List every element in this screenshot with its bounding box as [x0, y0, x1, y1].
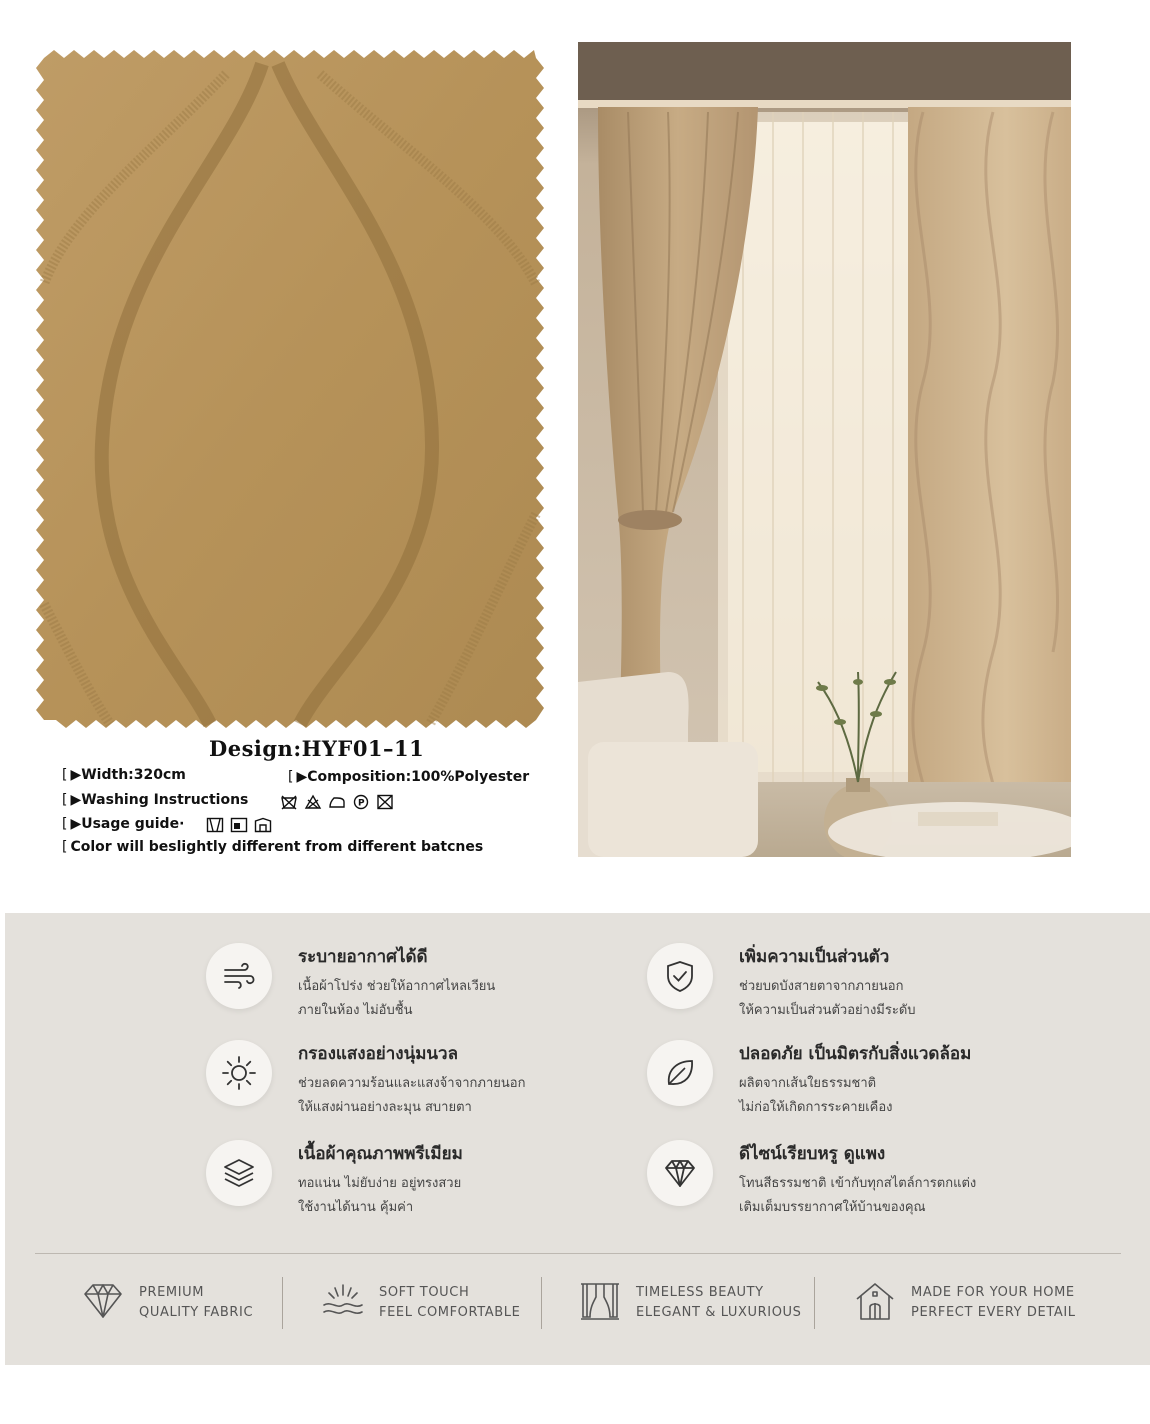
feature-desc-2: ให้แสงผ่านอย่างละมุน สบายตา	[298, 1100, 472, 1115]
usage-text: ▶Usage guide·	[70, 816, 185, 832]
feature-icon-circle	[206, 1040, 272, 1106]
layers-icon	[220, 1154, 258, 1192]
note-line	[62, 839, 483, 855]
badge-line-1: TIMELESS BEAUTY	[636, 1285, 764, 1300]
feature-icon-circle	[206, 1140, 272, 1206]
feature-desc-1: ผลิตจากเส้นใยธรรมชาติ	[739, 1076, 877, 1091]
feature-desc-1: โทนสีธรรมชาติ เข้ากับทุกสไตล์การตกแต่ง	[739, 1176, 977, 1191]
badge-separator	[814, 1277, 815, 1329]
composition-line	[288, 769, 529, 785]
feature-desc-1: ทอแน่น ไม่ยับง่าย อยู่ทรงสวย	[298, 1176, 462, 1191]
no-bleach-icon	[304, 794, 322, 810]
bracket: [	[62, 816, 68, 832]
bracket: [	[62, 767, 68, 783]
dry-clean-p-icon	[352, 794, 370, 810]
features-panel	[5, 913, 1150, 1365]
window-usage-icon	[230, 817, 248, 833]
diamond-icon	[661, 1154, 699, 1192]
badge-line-1: MADE FOR YOUR HOME	[911, 1285, 1075, 1300]
feature-title: เพิ่มความเป็นส่วนตัว	[739, 947, 890, 967]
usage-line	[62, 816, 184, 832]
feature-icon-circle	[206, 943, 272, 1009]
sun-icon	[220, 1054, 258, 1092]
no-wash-icon	[280, 794, 298, 810]
iron-icon	[328, 794, 346, 810]
svg-text:P: P	[358, 798, 365, 809]
feature-desc-2: ให้ความเป็นส่วนตัวอย่างมีระดับ	[739, 1003, 916, 1018]
badge-line-1: SOFT TOUCH	[379, 1285, 470, 1300]
shield-check-icon	[661, 957, 699, 995]
washing-text: ▶Washing Instructions	[70, 792, 249, 808]
usage-icons	[206, 817, 272, 833]
feature-desc-2: เติมเต็มบรรยากาศให้บ้านของคุณ	[739, 1200, 926, 1215]
panel-divider	[35, 1253, 1121, 1254]
no-tumble-dry-icon	[376, 794, 394, 810]
feature-desc-1: ช่วยบดบังสายตาจากภายนอก	[739, 979, 904, 994]
diamond-outline-icon	[81, 1279, 125, 1323]
washing-line	[62, 792, 248, 808]
badge-line-2: FEEL COMFORTABLE	[379, 1305, 521, 1320]
bracket: [	[288, 769, 294, 785]
wind-icon	[220, 957, 258, 995]
width-line	[62, 767, 186, 783]
bracket: [	[62, 792, 68, 808]
feature-title: กรองแสงอย่างนุ่มนวล	[298, 1044, 458, 1064]
width-text: ▶Width:320cm	[70, 767, 186, 783]
soft-touch-icon	[321, 1279, 365, 1323]
feature-title: เนื้อผ้าคุณภาพพรีเมียม	[298, 1144, 463, 1164]
curtain-usage-icon	[206, 817, 224, 833]
room-curtain-photo	[578, 42, 1071, 857]
feature-desc-1: เนื้อผ้าโปร่ง ช่วยให้อากาศไหลเวียน	[298, 979, 496, 994]
note-text: Color will beslightly different from different batcnes	[70, 839, 484, 855]
badge-separator	[282, 1277, 283, 1329]
composition-text: ▶Composition:100%Polyester	[296, 769, 530, 785]
feature-desc-2: ใช้งานได้นาน คุ้มค่า	[298, 1200, 414, 1215]
house-icon	[853, 1279, 897, 1323]
badge-line-2: QUALITY FABRIC	[139, 1305, 254, 1320]
fabric-swatch-image	[30, 44, 550, 736]
feature-icon-circle	[647, 1040, 713, 1106]
feature-desc-2: ไม่ก่อให้เกิดการระคายเคือง	[739, 1100, 893, 1115]
curtain-icon	[578, 1279, 622, 1323]
badge-line-2: ELEGANT & LUXURIOUS	[636, 1305, 802, 1320]
badge-line-1: PREMIUM	[139, 1285, 205, 1300]
washing-icons	[280, 794, 394, 810]
bracket: [	[62, 839, 68, 855]
badge-line-2: PERFECT EVERY DETAIL	[911, 1305, 1076, 1320]
badge-separator	[541, 1277, 542, 1329]
leaf-icon	[661, 1054, 699, 1092]
design-code: Design:HYF01–11	[209, 736, 425, 761]
feature-icon-circle	[647, 1140, 713, 1206]
feature-title: ปลอดภัย เป็นมิตรกับสิ่งแวดล้อม	[739, 1044, 972, 1064]
feature-desc-1: ช่วยลดความร้อนและแสงจ้าจากภายนอก	[298, 1076, 526, 1091]
feature-title: ดีไซน์เรียบหรู ดูแพง	[739, 1144, 886, 1164]
room-usage-icon	[254, 817, 272, 833]
feature-desc-2: ภายในห้อง ไม่อับชื้น	[298, 1003, 413, 1018]
feature-title: ระบายอากาศได้ดี	[298, 947, 428, 967]
feature-icon-circle	[647, 943, 713, 1009]
